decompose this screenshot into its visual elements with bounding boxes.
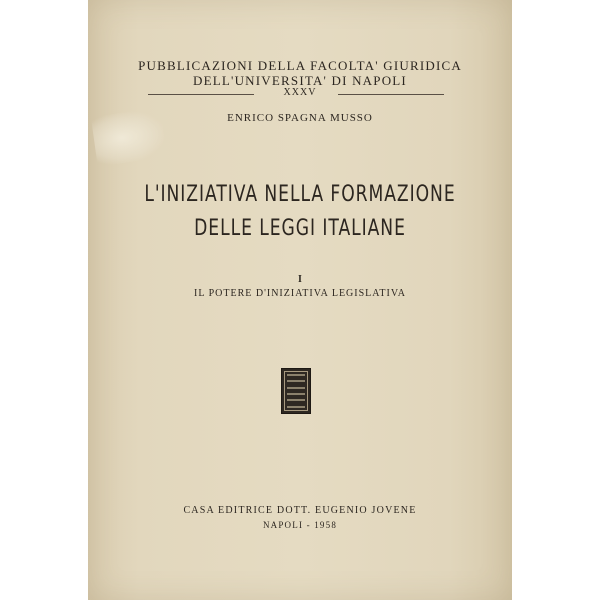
volume-number: I (298, 274, 302, 285)
publisher-emblem-frame (284, 371, 308, 411)
book-title-page (88, 0, 512, 600)
series-title-line1: PUBBLICAZIONI DELLA FACOLTA' GIURIDICA (138, 58, 462, 73)
book-title-line2: DELLE LEGGI ITALIANE (194, 216, 406, 241)
series-number: XXXV (283, 87, 317, 98)
volume-title: IL POTERE D'INIZIATIVA LEGISLATIVA (194, 288, 406, 299)
publisher-name: CASA EDITRICE DOTT. EUGENIO JOVENE (183, 505, 417, 516)
publisher-emblem-icon (281, 368, 311, 414)
book-title-line1: L'INIZIATIVA NELLA FORMAZIONE (144, 182, 456, 207)
author-name: ENRICO SPAGNA MUSSO (227, 112, 373, 124)
publisher-place-year: NAPOLI - 1958 (262, 520, 338, 530)
series-rule-right (338, 94, 444, 95)
series-title-line2: DELL'UNIVERSITA' DI NAPOLI (193, 73, 407, 88)
